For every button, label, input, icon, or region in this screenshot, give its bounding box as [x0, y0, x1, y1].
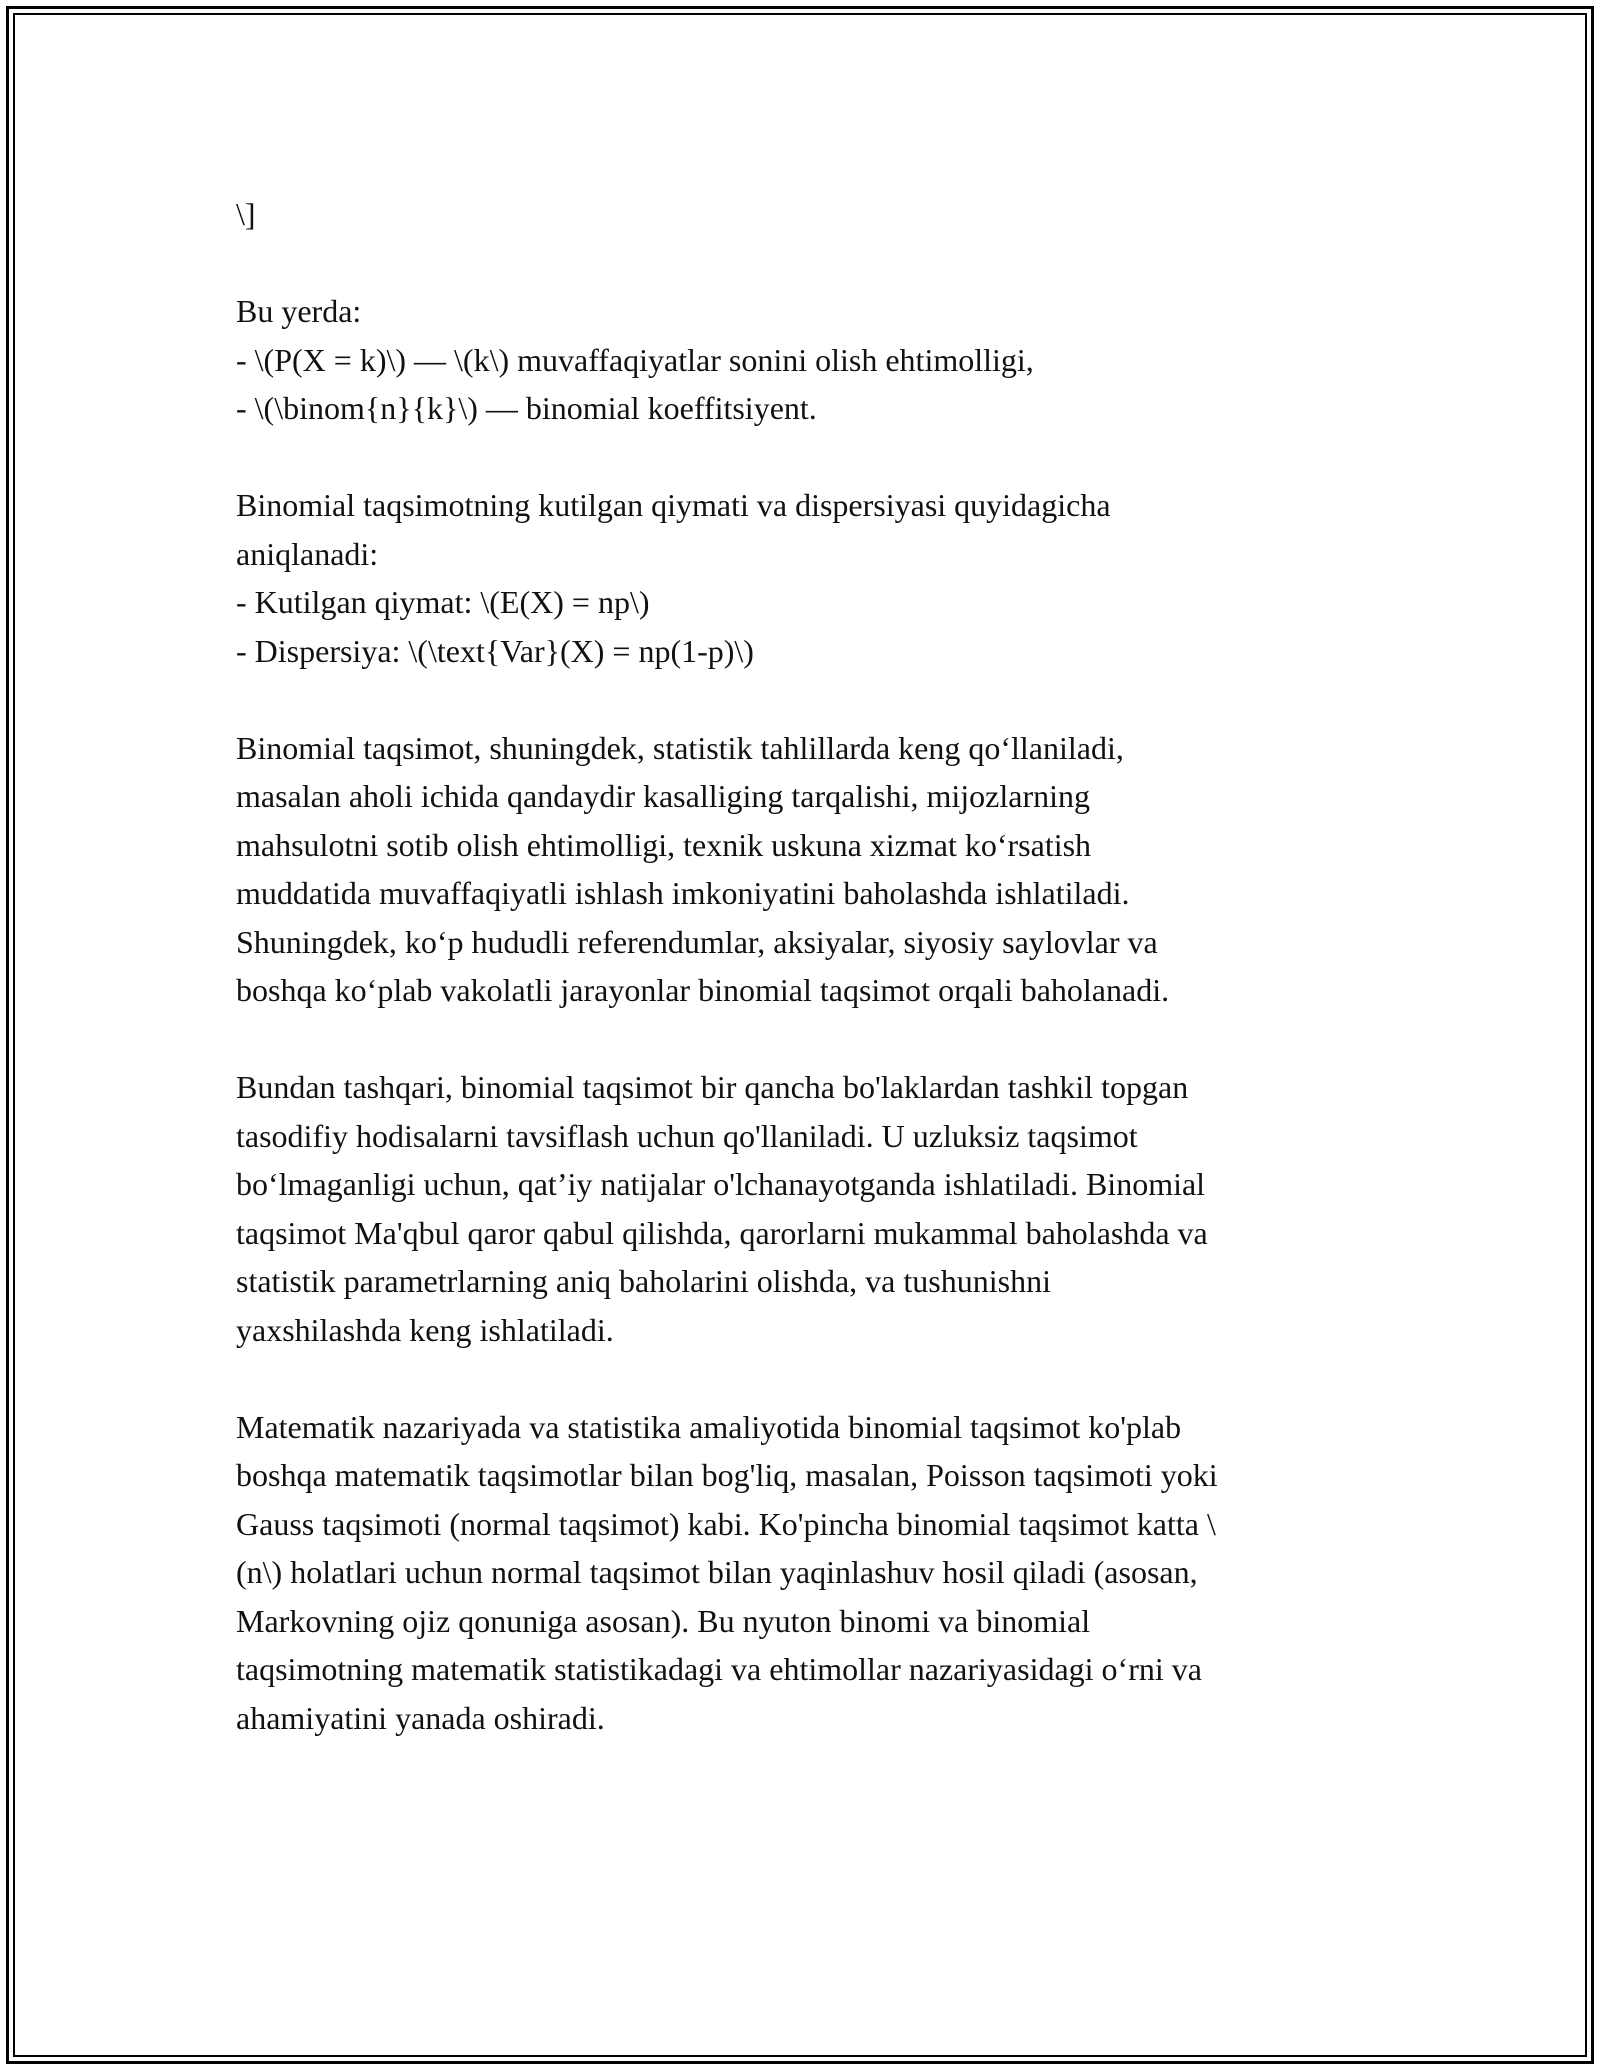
text-line: statistik parametrlarning aniq baholarini olishda, va tushunishni [236, 1263, 1051, 1299]
text-line: Bundan tashqari, binomial taqsimot bir qancha bo'laklardan tashkil topgan [236, 1069, 1189, 1105]
where-paragraph [236, 287, 1376, 433]
text-line: aniqlanadi: [236, 535, 379, 572]
applications-paragraph [236, 724, 1376, 1015]
text-line: Binomial taqsimot, shuningdek, statistik tahlillarda keng qo‘llaniladi, [236, 729, 1124, 766]
text-line: taqsimotning matematik statistikadagi va ehtimollar nazariyasidagi o‘rni va [236, 1651, 1202, 1687]
text-line: masalan aholi ichida qandaydir kasalliging tarqalishi, mijozlarning [236, 778, 1090, 814]
text-line: taqsimot Ma'qbul qaror qabul qilishda, qarorlarni mukammal baholashda va [236, 1214, 1208, 1251]
text-line: (n\) holatlari uchun normal taqsimot bilan yaqinlashuv hosil qiladi (asosan, [236, 1554, 1198, 1590]
text-line: mahsulotni sotib olish ehtimolligi, texnik uskuna xizmat ko‘rsatish [236, 826, 1092, 863]
text-line: \] [236, 196, 256, 232]
text-line: Matematik nazariyada va statistika amaliyotida binomial taqsimot ko'plab [236, 1408, 1182, 1445]
text-line: Shuningdek, ko‘p hududli referendumlar, aksiyalar, siyosiy saylovlar va [236, 923, 1158, 960]
list-item: - \(\binom{n}{k}\) — binomial koeffitsiyent. [236, 390, 817, 426]
list-item: - \(P(X = k)\) — \(k\) muvaffaqiyatlar sonini olish ehtimolligi, [236, 341, 1034, 378]
text-line: ahamiyatini yanada oshiradi. [236, 1699, 605, 1736]
text-line: tasodifiy hodisalarni tavsiflash uchun qo'llaniladi. U uzluksiz taqsimot [236, 1117, 1138, 1154]
discrete-paragraph [236, 1063, 1376, 1354]
document-body [236, 190, 1376, 1742]
text-line: Markovning ojiz qonuniga asosan). Bu nyuton binomi va binomial [236, 1602, 1091, 1639]
text-line: boshqa matematik taqsimotlar bilan bog'liq, masalan, Poisson taqsimoti yoki [236, 1457, 1218, 1493]
text-line: muddatida muvaffaqiyatli ishlash imkoniyatini baholashda ishlatiladi. [236, 875, 1130, 911]
text-line: boshqa ko‘plab vakolatli jarayonlar binomial taqsimot orqali baholanadi. [236, 972, 1170, 1008]
text-line: yaxshilashda keng ishlatiladi. [236, 1311, 614, 1348]
moments-paragraph [236, 481, 1376, 675]
relations-paragraph [236, 1403, 1376, 1743]
list-item: - Kutilgan qiymat: \(E(X) = np\) [236, 584, 650, 620]
text-line: Binomial taqsimotning kutilgan qiymati va dispersiyasi quyidagicha [236, 487, 1111, 523]
text-line: Bu yerda: [236, 293, 362, 329]
top-fragment-paragraph [236, 190, 1376, 239]
text-line: Gauss taqsimoti (normal taqsimot) kabi. Ko'pincha binomial taqsimot katta \ [236, 1505, 1216, 1542]
list-item: - Dispersiya: \(\text{Var}(X) = np(1-p)\) [236, 632, 754, 669]
text-line: bo‘lmaganligi uchun, qat’iy natijalar o'lchanayotganda ishlatiladi. Binomial [236, 1166, 1206, 1202]
